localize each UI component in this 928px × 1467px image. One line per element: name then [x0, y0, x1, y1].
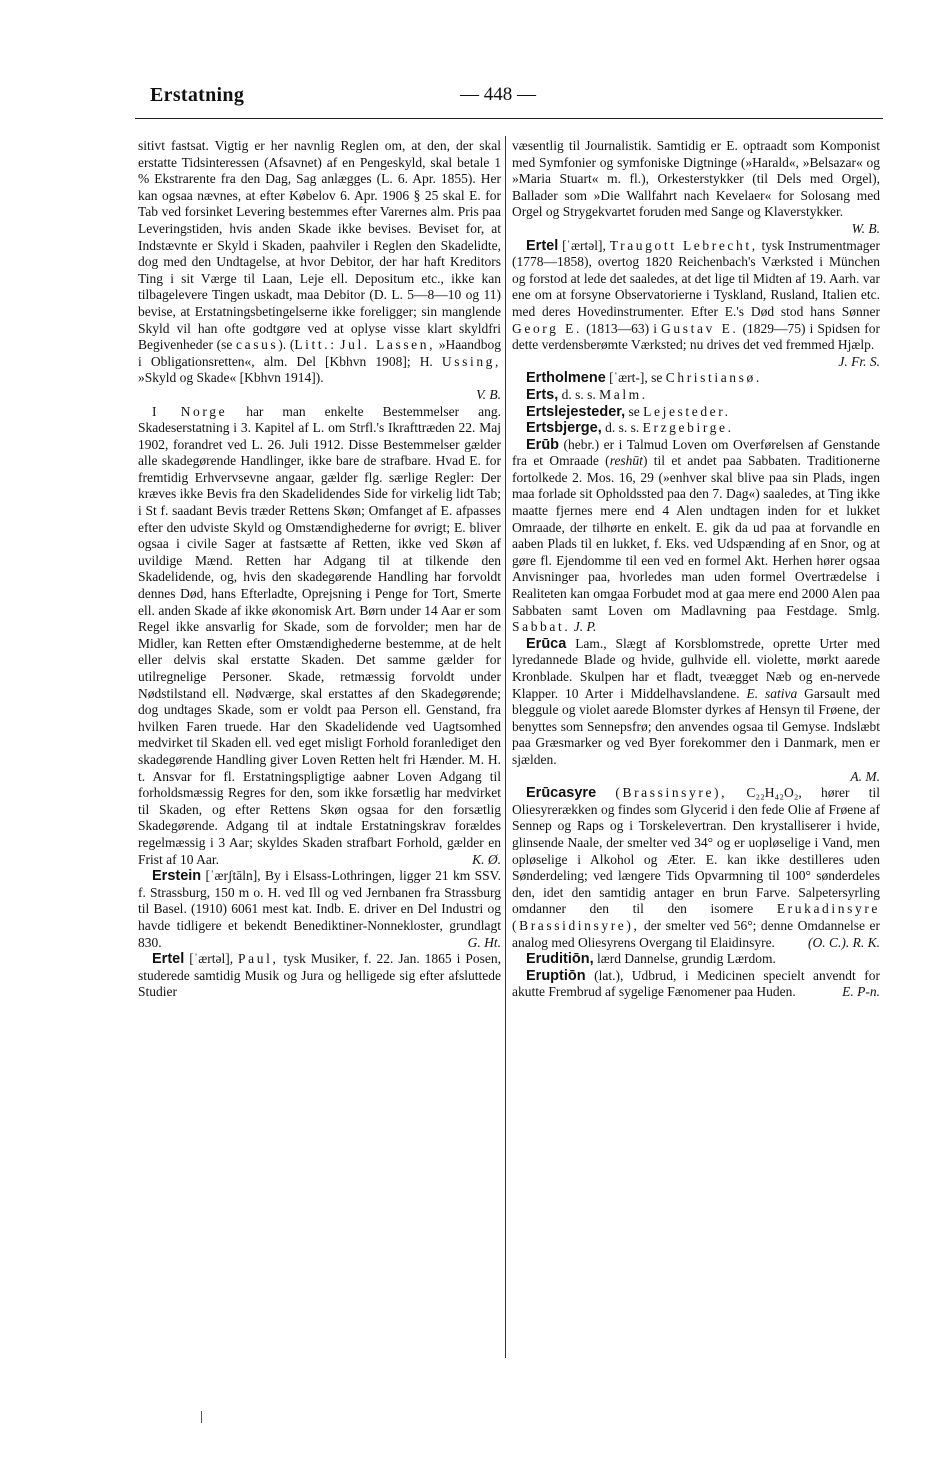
ertel-continuation: væsentlig til Journalistik. Samtidig er E. optraadt som Komponist med Symfonier og symfoniske Digtninge (»Harald«, »Belsazar« og »Maria Stuart« m. fl.), Orkesterstykker (til Dels med Orgel), Ballader som »Die Wallfahrt nach Kevelaer« for Solosang med Orgel og Strygekvartet foruden med Sange og Klaverstykker. [512, 138, 880, 220]
signature: W. B. [851, 220, 880, 236]
header-title: Erstatning [150, 84, 245, 106]
left-column [138, 138, 501, 1001]
page-number: — 448 — [460, 84, 536, 105]
header-rule [135, 118, 883, 119]
signature: V. B. [476, 386, 501, 402]
entry-erstein: Erstein [ˈærʃtāln], By i Elsass-Lothringen, ligger 21 km SSV. f. Strassburg, 150 m o. H. ved Ill og ved Jernbanen fra Strassburg til Basel. (1910) 6061 mest kat. Indb. E. driver en Del Industri og havde tidligere et bekendt Benediktiner-Nonnekloster, grundlagt 830. G. Ht. [138, 868, 501, 950]
signature: G. Ht. [467, 934, 501, 950]
signature: J. P. [573, 619, 597, 635]
entry-eruca: Erūca Lam., Slægt af Korsblomstrede, oprette Urter med lyredannede Blade og hvide, gulhvide ell. violette, mørkt aarede Kronblade. Skulpen har et fladt, tveægget Næb og en-nervede Klapper. 10 Arter i Middelhavslandene. E. sativa Garsault med bleggule og violet aarede Blomster dyrkes af Hensyn til Frøene, der benyttes som Sennepsfrø; den anvendes ogsaa til Gemyse. Indslæbt paa Græsmarker og ved Byer forekommer den i Danmark, men er sjælden. [512, 635, 881, 767]
entry-erub: Erūb (hebr.) er i Talmud Loven om Overførelsen af Genstande fra et Omraade (reshūt) til et andet paa Sabbaten. Traditionerne fortolkede 2. Mos. 16, 29 (»enhver skal blive paa sin Plads, ingen maa forlade sit Opholdssted paa den 7. Dag«) saaledes, at Ting ikke maatte fjernes mere end 4 Alen undtagen inden for et lukket Omraade, der tilhørte en enkelt. E. gik da ud paa at forvandle en aaben Plads til en lukket, f. Eks. ved Udspænding af en Snor, og at gøre fl. Ejendomme til een ved en formel Akt. Herhen hører ogsaa Anvisninger paa, hvorledes man uden formel Overtrædelse i Realiteten kan omgaa Forbudet mod at gaa mere end 2000 Alen paa Sabbaten samt Loven om Madlavning paa Festdage. Smlg. Sabbat. J. P. [512, 436, 880, 635]
entry-ertel-paul: Ertel [ˈærtəl], Paul, tysk Musiker, f. 22. Jan. 1865 i Posen, studerede samtidig Musik og Jura og helligede sig efter afsluttede Studier [138, 951, 501, 1000]
entry-ertslejesteder: Ertslejesteder, se Lejesteder. [526, 403, 731, 420]
entry-ertholmene: Ertholmene [ˈært-], se Christiansø. [526, 370, 762, 387]
signature: A. M. [850, 768, 880, 784]
scan-mark [201, 1411, 202, 1423]
entry-erucasyre: Erūcasyre (Brassinsyre), C₂₂H₄₂O₂, hører til Oliesyrerækken og findes som Glycerid i den fede Olie af Frøene af Sennep og Raps og i Torskelevertran. Den krystalliserer i hvide, glinsende Naale, der smelter ved 34° og er uopløselige i Vand, men opløselige i Alkohol og Æter. E. kan ikke destilleres uden Sønderdeling; ved længere Tids Opvarmning til 100° sønderdeles den, idet den samtidig antager en brun Farve. Salpetersyrling omdanner den til den isomere Erukadinsyre (Brassidinsyre), der smelter ved 56°; denne Omdannelse er analog med Oliesyrens Overgang til Elaidinsyre. (O. C.). R. K. [512, 785, 881, 950]
entry-ertel-traugott: Ertel [ˈærtəl], Traugott Lebrecht, tysk Instrumentmager (1778—1858), overtog 1820 Reichenbach's Værksted i München og forstod at lede det saaledes, at det lige til Midten af 19. Aarh. var ene om at forsyne Observatorierne i Tyskland, Rusland, Italien etc. med deres Hovedinstrumenter. Efter E.'s Død stod hans Sønner Georg E. (1813—63) i Gustav E. (1829—75) i Spidsen for dette verdensberømte Værksted; nu drives det ved fremmed Hjælp. [512, 237, 881, 353]
signature: J. Fr. S. [838, 353, 880, 369]
entry-erudition: Eruditiōn, lærd Dannelse, grundig Lærdom. [526, 951, 776, 968]
right-column [512, 138, 880, 1001]
column-divider [505, 136, 506, 1358]
norway-paragraph: I Norge har man enkelte Bestemmelser ang. Skadeserstatning i 3. Kapitel af L. om Strfl.'s Ikrafttræden 22. Maj 1902, forandret ved L. 26. Juli 1912. Disse Bestemmelser gælder alle skadegørende Handlinger, ikke bare de strafbare. Hvad E. for fremtidig Erhvervsevne angaar, gælder flg. særlige Regler: Der kræves ikke Bevis fra den Skadelidendes Side for virkelig lidt Tab; i St f. saadant Bevis træder Rettens Skøn; Omfanget af E. afpasses efter den udviste Skyld og Omstændighederne for øvrigt; E. bliver ogsaa i civile Sager at fastsætte af Retten, ikke ved Skøn af uvildige Mænd. Retten har Adgang til at tilkende den Skadelidende, og, hvis den skadegørende Handling har forvoldt dennes Død, hans Efterladte, Oprejsning i Penge for Tort, Smerte ell. anden Skade af ikke økonomisk Art. Børn under 14 Aar er som Regel ikke ansvarlig for Skade, som de forvolder; men har de Midler, kan Retten efter Omstændighederne bestemme, at de helt eller delvis skal erstatte Skaden. Det samme gælder for utilregnelige Personer. Skade, retmæssig forvoldt under Nødstilstand ell. Nødværge, skal erstattes af den Skadegørende; dog undtages Skade, som er voldt paa Person ell. Genstand, fra hvilken Faren truede. Har den Skadelidende ved Uagtsomhed medvirket til Skaden ell. ved eget misligt Forhold foranlediget den skadegørende Handling giver Loven Retten helt fri Hænder. M. H. t. Ansvar for fl. Erstatningspligtige aabner Loven Adgang til forholdsmæssig Regres for den, som ikke forsætlig har medvirket til Skaden, og efter Rettens Skøn ogsaa for den forsætlig Skadegørende. Adgang til at indtale Erstatningskrav forældes regelmæssig i 3 Aar; skyldes Skaden strafbart Forhold, gælder en Frist af 10 Aar. K. Ø. [138, 403, 501, 867]
erstatning-text: sitivt fastsat. Vigtig er her navnlig Reglen om, at den, der skal erstatte Tidsinteressen (Afsavnet) af en Pengeskyld, skal betale 1 % Ekstrarente fra den Dag, Sag anlægges (L. 6. Apr. 1855). Her kan ogsaa nævnes, at efter Købelov 6. Apr. 1906 § 25 skal E. for Tab ved forsinket Levering bestemmes efter Varernes alm. Pris paa Leveringstiden, hvis anden Skade ikke bevises. Beviset for, at Indstævnte er Skyld i Skaden, paahviler i Reglen den Skadelidte, dog med den Undtagelse, at hvor Debitor, der har haft Kreditors Ting i sit Værge til Laan, Leje ell. Depositum etc., ikke kan tilbagelevere Tingen uskadt, maa Debitor (D. L. 5—8—10 og 11) bevise, at Erstatningsbetingelserne ikke foreligger; sin manglende Skyld vil han ofte godtgøre ved at oplyse visse klart skyldfri Begivenheder (se casus). (Litt.: Jul. Lassen, »Haandbog i Obligationsretten«, alm. Del [Kbhvn 1908]; H. Ussing, »Skyld og Skade« [Kbhvn 1914]). [138, 138, 501, 386]
entry-ertsbjerge: Ertsbjerge, d. s. s. Erzgebirge. [526, 420, 734, 437]
signature: K. Ø. [472, 851, 501, 867]
signature: E. P-n. [842, 984, 880, 1000]
signature: (O. C.). R. K. [808, 934, 880, 950]
entry-erts: Erts, d. s. s. Malm. [526, 386, 648, 403]
running-header [150, 84, 880, 114]
entry-eruption: Eruptiōn (lat.), Udbrud, i Medicinen specielt anvendt for akutte Frembrud af sygelige Fænomener paa Huden. E. P-n. [512, 967, 881, 1000]
